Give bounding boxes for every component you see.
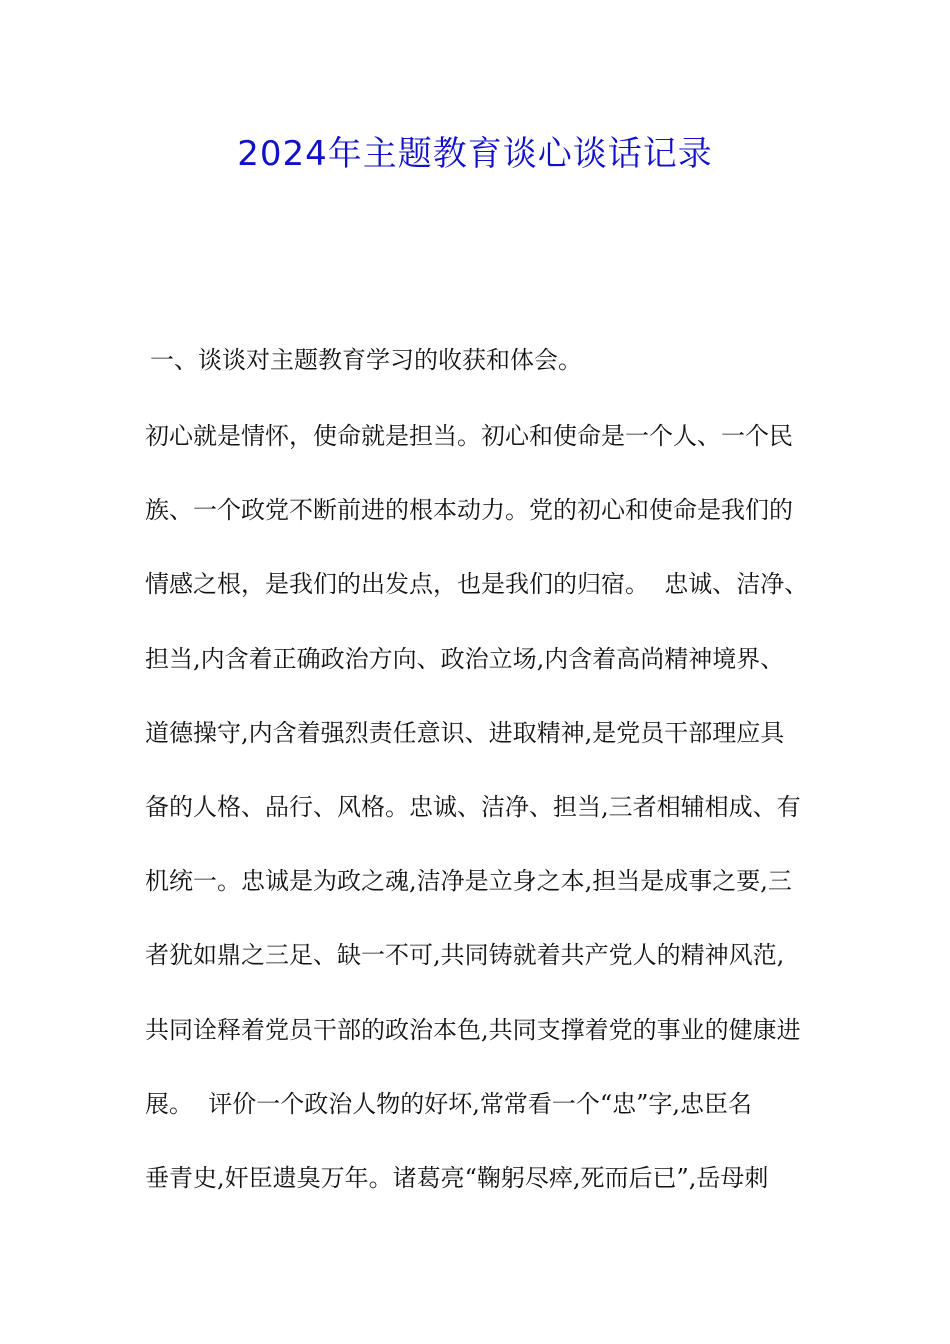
body-line: 展。 评价一个政治人物的好坏,常常看一个“忠”字,忠臣名 [145, 1089, 753, 1118]
body-line: 初心就是情怀，使命就是担当。初心和使命是一个人、一个民 [145, 422, 793, 450]
body-line: 机统一。忠诚是为政之魂,洁净是立身之本,担当是成事之要,三 [145, 867, 792, 896]
body-line: 道德操守,内含着强烈责任意识、进取精神,是党员干部理应具 [145, 718, 785, 747]
section-heading: 一、谈谈对主题教育学习的收获和体会。 [150, 346, 582, 374]
body-line: 共同诠释着党员干部的政治本色,共同支撑着党的事业的健康进 [145, 1015, 801, 1044]
body-line: 者犹如鼎之三足、缺一不可,共同铸就着共产党人的精神风范, [145, 941, 785, 970]
document-title: 2024年主题教育谈心谈话记录 [237, 134, 713, 174]
body-line: 族、一个政党不断前进的根本动力。党的初心和使命是我们的 [145, 496, 793, 525]
body-line: 备的人格、品行、风格。忠诚、洁净、担当,三者相辅相成、有 [145, 793, 801, 821]
body-line: 担当,内含着正确政治方向、政治立场,内含着高尚精神境界、 [145, 644, 785, 673]
body-line: 垂青史,奸臣遗臭万年。诸葛亮“鞠躬尽瘁,死而后已”,岳母刺 [145, 1164, 769, 1192]
body-line: 情感之根，是我们的出发点，也是我们的归宿。 忠诚、洁净、 [145, 570, 809, 599]
